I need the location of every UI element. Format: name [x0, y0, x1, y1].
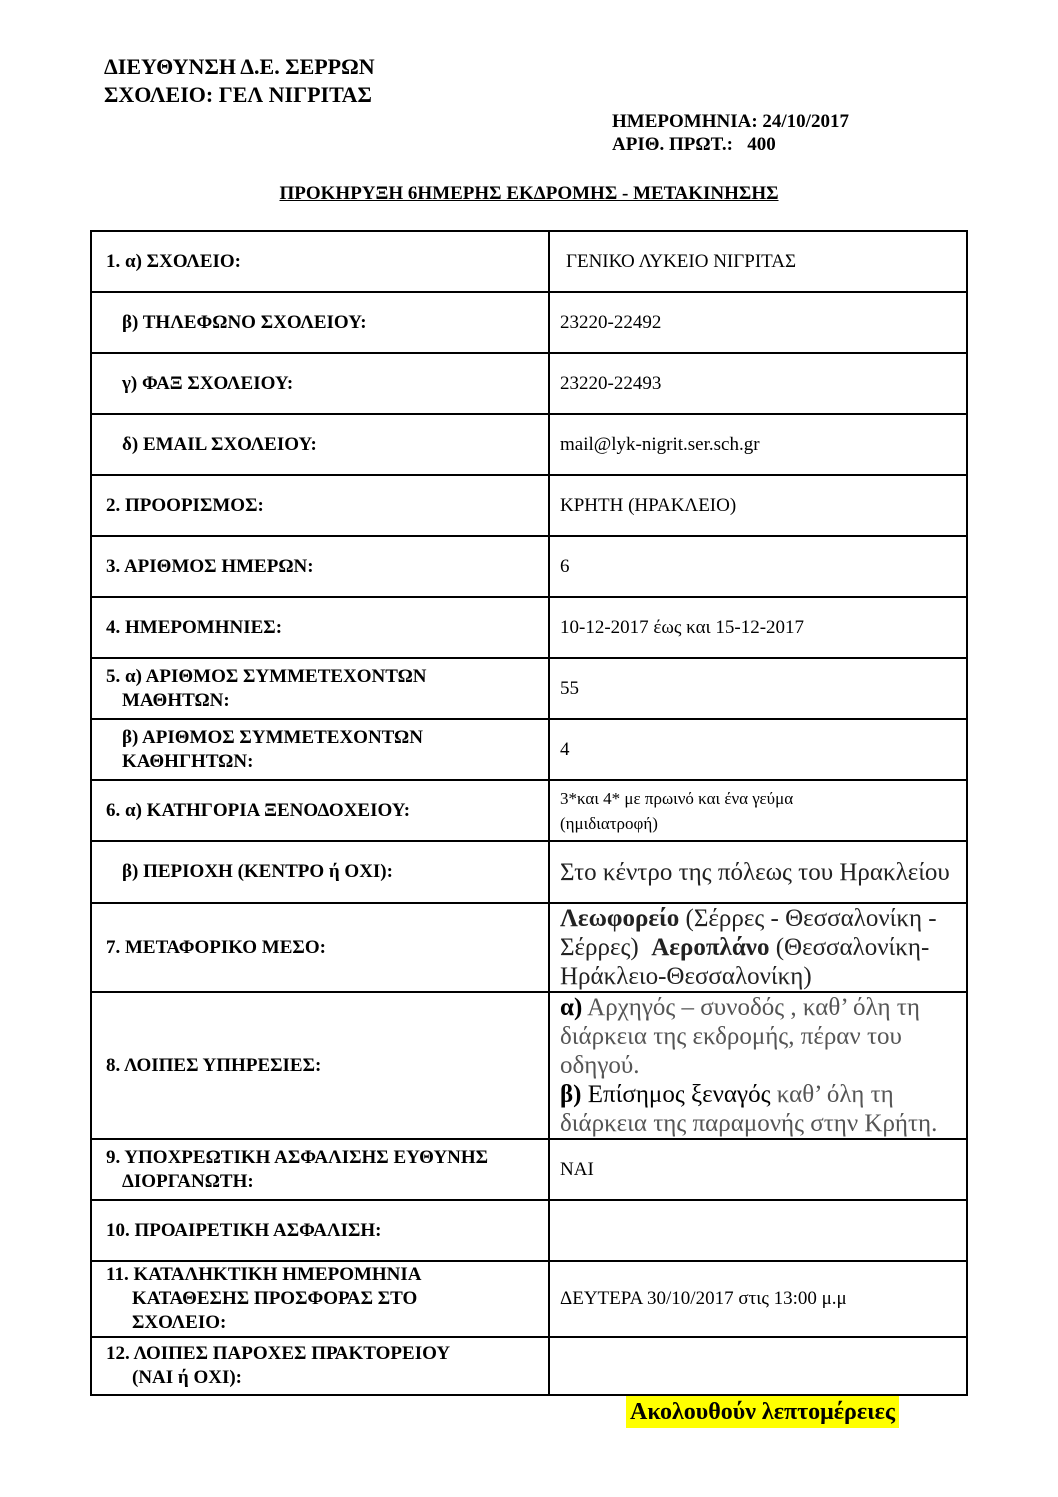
table-row: [91, 992, 967, 1139]
row-value: 23220-22492: [549, 292, 967, 353]
table-row: [91, 231, 967, 292]
table-row: [91, 292, 967, 353]
service-a-marker: α): [560, 994, 583, 1021]
row-value: 23220-22493: [549, 353, 967, 414]
row-label: 1. α) ΣΧΟΛΕΙΟ:: [106, 250, 242, 272]
row-label: 4. ΗΜΕΡΟΜΗΝΙΕΣ:: [106, 616, 283, 638]
row-value: [549, 1200, 967, 1261]
service-a-text-cont: διάρκεια της εκδρομής, πέραν του: [560, 1023, 902, 1050]
service-b-marker: β): [560, 1081, 582, 1108]
document-date: ΗΜΕΡΟΜΗΝΙΑ: 24/10/2017: [612, 111, 849, 132]
table-row: [91, 597, 967, 658]
table-row: [91, 536, 967, 597]
table-row: [91, 353, 967, 414]
row-value: 55: [549, 658, 967, 719]
row-value: 3*και 4* με πρωινό και ένα γεύμα: [560, 788, 794, 808]
transport-plane: Αεροπλάνο: [651, 934, 770, 961]
bus-route-cont: Σέρρες): [560, 934, 652, 961]
details-follow-note: Ακολουθούν λεπτομέρειες: [626, 1396, 899, 1428]
bus-route: (Σέρρες - Θεσσαλονίκη -: [679, 905, 937, 932]
table-row: [91, 841, 967, 903]
protocol-number: ΑΡΙΘ. ΠΡΩΤ.: 400: [612, 134, 776, 155]
row-label: β) ΤΗΛΕΦΩΝΟ ΣΧΟΛΕΙΟΥ:: [122, 311, 367, 333]
row-label-cont: (ΝΑΙ ή ΟΧΙ):: [132, 1367, 243, 1388]
table-row: [91, 780, 967, 841]
row-label: 7. ΜΕΤΑΦΟΡΙΚΟ ΜΕΣΟ:: [106, 936, 326, 958]
row-label-cont: ΚΑΤΑΘΕΣΗΣ ΠΡΟΣΦΟΡΑΣ ΣΤΟ: [132, 1288, 418, 1309]
table-row: [91, 1337, 967, 1395]
row-value: ΔΕΥΤΕΡΑ 30/10/2017 στις 13:00 μ.μ: [549, 1261, 967, 1337]
service-a-text: Αρχηγός – συνοδός , καθ’ όλη τη: [582, 994, 920, 1021]
row-label: 11. ΚΑΤΑΛΗΚΤΙΚΗ ΗΜΕΡΟΜΗΝΙΑ: [106, 1264, 422, 1285]
service-b-text: καθ’ όλη τη: [770, 1081, 894, 1108]
school-heading: ΣΧΟΛΕΙΟ: ΓΕΛ ΝΙΓΡΙΤΑΣ: [104, 82, 372, 107]
row-label: 2. ΠΡΟΟΡΙΣΜΟΣ:: [106, 494, 264, 516]
excursion-details-table: [90, 230, 968, 1396]
row-value: [549, 1337, 967, 1395]
table-row: [91, 475, 967, 536]
row-value: ΚΡΗΤΗ (ΗΡΑΚΛΕΙΟ): [549, 475, 967, 536]
row-label: 3. ΑΡΙΘΜΟΣ ΗΜΕΡΩΝ:: [106, 555, 314, 577]
table-row: [91, 414, 967, 475]
row-value-cont: (ημιδιατροφή): [560, 813, 658, 833]
row-value: ΝΑΙ: [549, 1139, 967, 1200]
row-label: β) ΑΡΙΘΜΟΣ ΣΥΜΜΕΤΕΧΟΝΤΩΝ: [122, 726, 423, 748]
row-value: ΓΕΝΙΚΟ ΛΥΚΕΙΟ ΝΙΓΡΙΤΑΣ: [566, 250, 797, 272]
document-title: ΠΡΟΚΗΡΥΞΗ 6ΗΜΕΡΗΣ ΕΚΔΡΟΜΗΣ - ΜΕΤΑΚΙΝΗΣΗΣ: [279, 183, 779, 204]
table-row: [91, 1261, 967, 1337]
row-label-cont: ΚΑΘΗΓΗΤΩΝ:: [122, 750, 254, 772]
table-row: [91, 658, 967, 719]
row-label: γ) ΦΑΞ ΣΧΟΛΕΙΟΥ:: [122, 372, 294, 394]
table-row: [91, 1139, 967, 1200]
plane-route-cont: Ηράκλειο-Θεσσαλονίκη): [560, 963, 812, 990]
row-label-cont: ΔΙΟΡΓΑΝΩΤΗ:: [122, 1170, 254, 1192]
row-label: δ) EMAIL ΣΧΟΛΕΙΟΥ:: [122, 433, 317, 455]
row-value: 6: [549, 536, 967, 597]
row-label: 5. α) ΑΡΙΘΜΟΣ ΣΥΜΜΕΤΕΧΟΝΤΩΝ: [106, 665, 427, 687]
table-row: [91, 719, 967, 780]
table-row: [91, 903, 967, 992]
row-label: 6. α) ΚΑΤΗΓΟΡΙΑ ΞΕΝΟΔΟΧΕΙΟΥ:: [106, 799, 411, 821]
table-row: [91, 1200, 967, 1261]
directorate-heading: ΔΙΕΥΘΥΝΣΗ Δ.Ε. ΣΕΡΡΩΝ: [104, 54, 375, 79]
plane-route: (Θεσσαλονίκη-: [769, 934, 930, 961]
service-a-text-cont: οδηγού.: [560, 1052, 640, 1079]
row-label: 12. ΛΟΙΠΕΣ ΠΑΡΟΧΕΣ ΠΡΑΚΤΟΡΕΙΟΥ: [106, 1343, 451, 1364]
row-label: 8. ΛΟΙΠΕΣ ΥΠΗΡΕΣΙΕΣ:: [106, 1054, 322, 1076]
row-label: 9. ΥΠΟΧΡΕΩΤΙΚΗ ΑΣΦΑΛΙΣΗΣ ΕΥΘΥΝΗΣ: [106, 1146, 489, 1168]
row-value: 10-12-2017 έως και 15-12-2017: [549, 597, 967, 658]
row-value: Στο κέντρο της πόλεως του Ηρακλείου: [549, 841, 967, 903]
transport-bus: Λεωφορείο: [560, 905, 680, 932]
row-label-cont: ΣΧΟΛΕΙΟ:: [132, 1312, 227, 1333]
service-b-text: Επίσημος ξεναγός: [581, 1081, 771, 1108]
row-value: 4: [549, 719, 967, 780]
row-label-cont: ΜΑΘΗΤΩΝ:: [122, 689, 230, 711]
row-label: β) ΠΕΡΙΟΧΗ (ΚΕΝΤΡΟ ή ΟΧΙ):: [122, 861, 393, 882]
service-b-text-cont: διάρκεια της παραμονής στην Κρήτη.: [560, 1110, 938, 1137]
row-value: mail@lyk-nigrit.ser.sch.gr: [549, 414, 967, 475]
row-label: 10. ΠΡΟΑΙΡΕΤΙΚΗ ΑΣΦΑΛΙΣΗ:: [106, 1219, 382, 1241]
